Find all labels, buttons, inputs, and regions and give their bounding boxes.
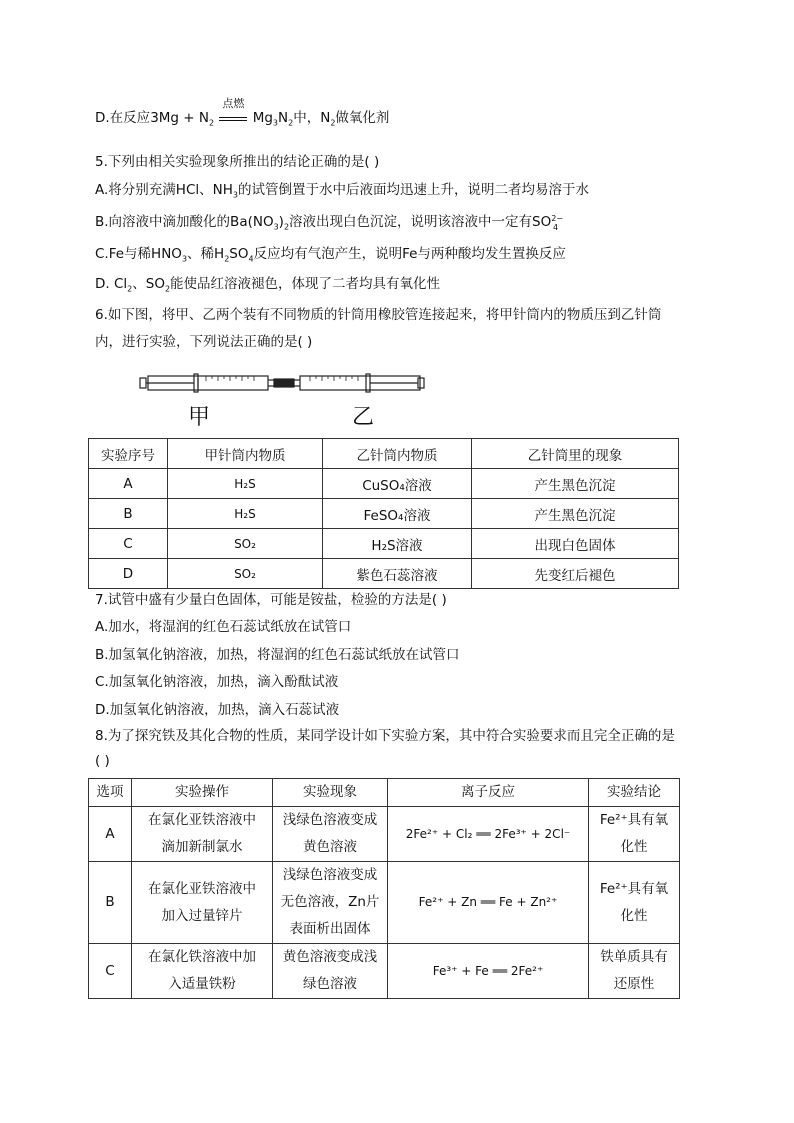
q7-option-c: C.加氢氧化钠溶液，加热，滴入酚酞试液 — [95, 674, 339, 690]
table-row: D SO₂ 紫色石蕊溶液 先变红后褪色 — [89, 559, 679, 589]
table-header: 离子反应 — [388, 779, 589, 807]
q8-stem-line2: ( ) — [95, 753, 110, 769]
q5-option-d: D. $Cl_2$、$SO_2$能使品红溶液褪色，体现了二者均具有氧化性 — [95, 276, 441, 294]
q7-stem: 7.试管中盛有少量白色固体，可能是铵盐，检验的方法是( ) — [95, 592, 447, 608]
table-header: 乙针筒里的现象 — [472, 439, 679, 469]
table-header: 乙针筒内物质 — [323, 439, 472, 469]
table-header-row — [89, 779, 680, 807]
table-row: B 在氯化亚铁溶液中加入过量锌片 浅绿色溶液变成无色溶液，Zn片表面析出固体 Fe²⁺ + Zn ══ Fe + Zn²⁺ Fe²⁺具有氧化性 — [89, 862, 680, 944]
q7-option-d: D.加氢氧化钠溶液，加热，滴入石蕊试液 — [95, 702, 340, 718]
table-row: A H₂S CuSO₄溶液 产生黑色沉淀 — [89, 469, 679, 499]
table-row: B H₂S FeSO₄溶液 产生黑色沉淀 — [89, 499, 679, 529]
q8-table — [88, 778, 680, 999]
q6-stem-line1: 6.如下图，将甲、乙两个装有不同物质的针筒用橡胶管连接起来，将甲针筒内的物质压到乙针筒 — [95, 307, 662, 323]
reaction-arrow: 点燃 — [218, 108, 248, 128]
syringe-apparatus-diagram — [138, 368, 428, 400]
q7-option-a: A.加水，将湿润的红色石蕊试纸放在试管口 — [95, 619, 352, 635]
label-jia: 甲 — [188, 405, 211, 430]
q6-stem-line2: 内，进行实验，下列说法正确的是( ) — [95, 334, 313, 350]
q8-stem-line1: 8.为了探究铁及其化合物的性质，某同学设计如下实验方案，其中符合实验要求而且完全正确的是 — [95, 728, 675, 744]
table-header: 实验现象 — [273, 779, 388, 807]
table-header: 实验结论 — [589, 779, 680, 807]
table-row: A 在氯化亚铁溶液中滴加新制氯水 浅绿色溶液变成黄色溶液 2Fe²⁺ + Cl₂ ══ 2Fe³⁺ + 2Cl⁻ Fe²⁺具有氧化性 — [89, 807, 680, 862]
q5-option-a: A.将分别充满HCl、$NH_3$的试管倒置于水中后液面均迅速上升，说明二者均易溶于水 — [95, 182, 589, 200]
q5-option-b: B.向溶液中滴加酸化的$Ba(NO_3)_2$溶液出现白色沉淀，说明该溶液中一定有$SO^{2-}_4$ — [95, 213, 564, 232]
q7-option-b: B.加氢氧化钠溶液，加热，将湿润的红色石蕊试纸放在试管口 — [95, 647, 460, 663]
table-header-row — [89, 439, 679, 469]
table-row: C 在氯化铁溶液中加入适量铁粉 黄色溶液变成浅绿色溶液 Fe³⁺ + Fe ══ 2Fe²⁺ 铁单质具有还原性 — [89, 944, 680, 999]
q6-table — [88, 438, 679, 589]
table-header: 选项 — [89, 779, 132, 807]
table-row: C SO₂ H₂S溶液 出现白色固体 — [89, 529, 679, 559]
table-header: 甲针筒内物质 — [168, 439, 323, 469]
q4-option-d: D.在反应$3Mg + N_2$ 点燃 $Mg_3N_2$中，$N_2$做氧化剂 — [95, 97, 390, 128]
table-header: 实验操作 — [132, 779, 273, 807]
label-yi: 乙 — [352, 405, 375, 430]
table-header: 实验序号 — [89, 439, 168, 469]
q5-option-c: C.Fe与稀$HNO_3$、稀$H_2SO_4$反应均有气泡产生，说明Fe与两种酸均发生置换反应 — [95, 246, 566, 264]
q5-stem: 5.下列由相关实验现象所推出的结论正确的是( ) — [95, 154, 380, 170]
